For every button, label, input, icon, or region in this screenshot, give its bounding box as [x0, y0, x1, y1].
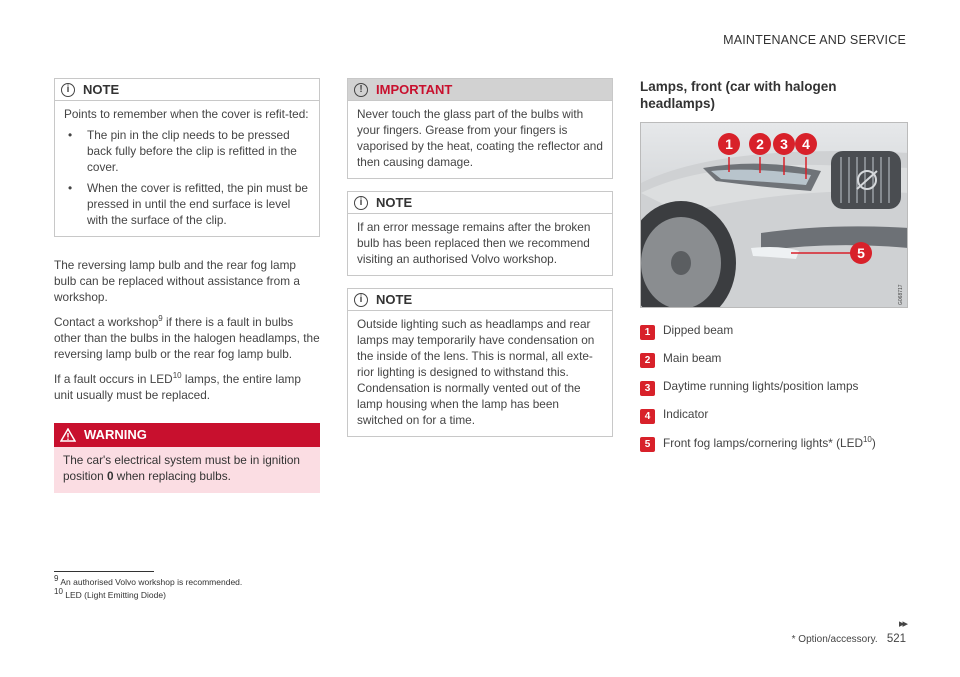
footnote-ref: 10: [862, 435, 872, 444]
warning-title: WARNING: [84, 427, 147, 443]
important-body: Never touch the glass part of the bulbs with your fingers. Grease from your fingers is vaporised by the heat, coating the reflector and then causing damage.: [357, 107, 603, 169]
exclamation-icon: !: [354, 83, 368, 97]
legend-number: 5: [640, 437, 655, 452]
footnote-item: $^9$ An authorised Volvo workshop is recommended.: [54, 574, 243, 587]
marker-3: 3: [780, 136, 788, 152]
body-paragraph: The reversing lamp bulb and the rear fog lamp bulb can be replaced without assistance from a workshop.: [54, 258, 300, 304]
column-right: [640, 78, 908, 452]
option-note: * Option/accessory.: [791, 634, 878, 645]
note-header: [348, 289, 612, 311]
info-icon: i: [61, 83, 75, 97]
note-title: NOTE: [376, 195, 413, 210]
note-body: Outside lighting such as headlamps and rear lamps may temporarily have condensation on the inside of the lens. This is normal, all exte-rior lighting is designed to withstand this. Condensation is normally vented out of the lamp housing when the lamp has been switched on for a time.: [357, 317, 595, 427]
info-icon: i: [354, 196, 368, 210]
legend-number: 3: [640, 381, 655, 396]
note-title: NOTE: [376, 292, 413, 307]
info-icon: i: [354, 293, 368, 307]
note-bullet-text: When the cover is refitted, the pin must be pressed in until the end surface is level with the surface of the clip.: [87, 181, 308, 227]
body-paragraph: Contact a workshop$^9$ if there is a fault in bulbs other than the bulbs in the halogen headlamps, the reversing lamp bulb or the rear fog lamp bulb.: [54, 314, 320, 361]
note-body: [55, 101, 319, 236]
section-header: MAINTENANCE AND SERVICE: [723, 33, 906, 47]
warning-triangle-icon: [60, 428, 76, 442]
legend-item: [640, 351, 908, 368]
important-header: [348, 79, 612, 101]
note-body: If an error message remains after the broken bulb has been replaced then we recommend visiting an authorised Volvo workshop.: [357, 220, 591, 266]
warning-box: [54, 423, 320, 493]
warning-body: The car's electrical system must be in ignition position 0 when replacing bulbs.: [63, 452, 300, 483]
footnotes: [54, 571, 242, 600]
important-box: [347, 78, 613, 179]
legend-item: [640, 407, 908, 424]
footnote-divider: [54, 571, 154, 572]
car-front-image: [640, 122, 908, 308]
note-box: [347, 288, 613, 437]
marker-2: 2: [756, 136, 764, 152]
page-footer: [792, 633, 906, 645]
legend-text: Indicator: [663, 407, 709, 421]
page-number: 521: [886, 633, 906, 645]
note-intro: Points to remember when the cover is refit-ted:: [64, 107, 309, 121]
legend-number: 1: [640, 325, 655, 340]
legend-text: Front fog lamps/cornering lights* (LED$^{10}$): [663, 435, 876, 450]
ignition-position: 0: [106, 468, 114, 483]
note-box: [54, 78, 320, 237]
note-title: NOTE: [83, 82, 120, 97]
footnote-ref: 10: [172, 370, 182, 380]
footnote-ref: 9: [158, 314, 163, 323]
note-header: [55, 79, 319, 101]
column-left: [54, 78, 320, 505]
body-paragraph: If a fault occurs in LED$^{10}$ lamps, the entire lamp unit usually must be replaced.: [54, 370, 301, 402]
section-title: Lamps, front (car with halogen headlamps): [640, 79, 837, 111]
marker-4: 4: [802, 136, 810, 152]
bullet-dot-icon: •: [68, 128, 73, 142]
legend-number: 2: [640, 353, 655, 368]
marker-1: 1: [725, 136, 733, 152]
legend-text: Daytime running lights/position lamps: [663, 379, 859, 393]
legend-text: Main beam: [663, 351, 722, 365]
note-box: [347, 191, 613, 276]
image-code: G068717: [898, 284, 904, 305]
note-bullet: [64, 127, 310, 175]
car-front-illustration: [641, 123, 908, 308]
bullet-dot-icon: •: [68, 181, 73, 195]
note-header: [348, 192, 612, 214]
warning-header: [54, 423, 320, 447]
next-page-arrows-icon[interactable]: ▸▸: [898, 618, 906, 630]
footnote-item: $^{10}$ LED (Light Emitting Diode): [54, 586, 166, 600]
legend-item: [640, 323, 908, 340]
legend-item: [640, 379, 908, 396]
important-title: IMPORTANT: [376, 82, 453, 97]
marker-5: 5: [857, 245, 865, 261]
column-middle: [347, 78, 613, 449]
legend-text: Dipped beam: [663, 323, 734, 337]
note-bullet-text: The pin in the clip needs to be pressed back fully before the clip is refitted in the cover.: [87, 128, 297, 174]
legend-item: [640, 435, 908, 452]
legend-number: 4: [640, 409, 655, 424]
note-bullet: [64, 180, 310, 228]
